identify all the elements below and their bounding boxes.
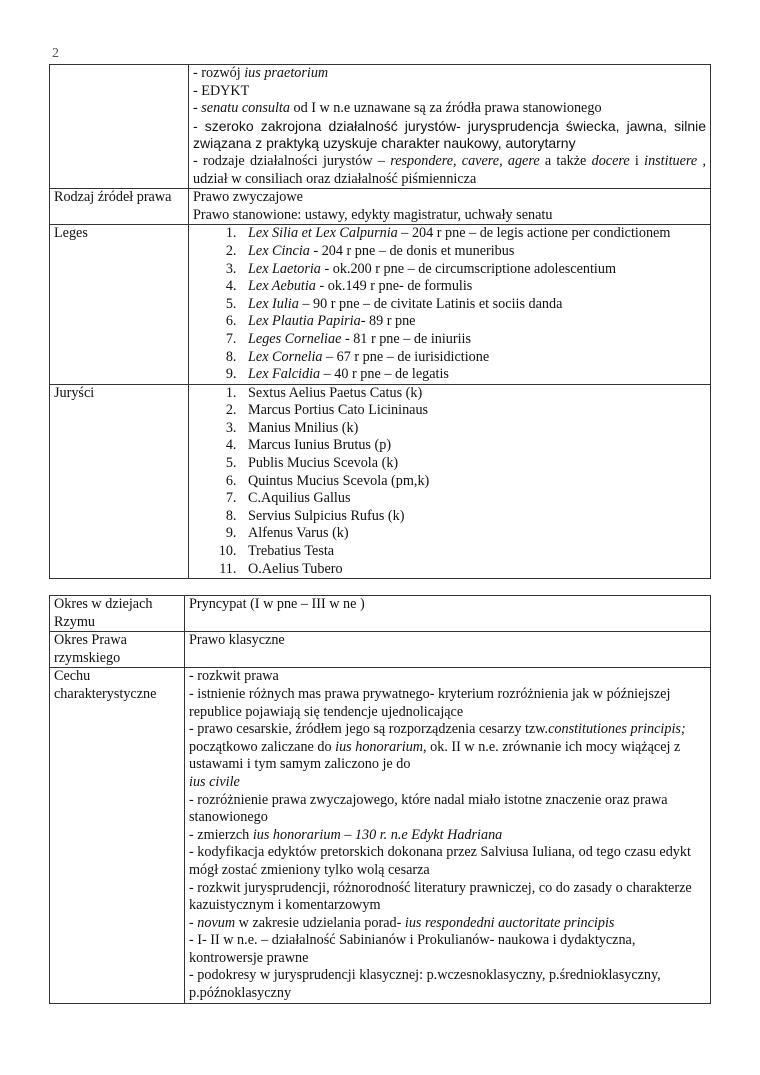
list-item: 4. Lex Aebutia - ok.149 r pne- de formulis — [240, 278, 706, 296]
table-row — [50, 632, 711, 668]
list-item: 9. Lex Falcidia – 40 r pne – de legatis — [240, 366, 706, 384]
principate-table — [49, 595, 711, 1004]
list-item: 7. C.Aquilius Gallus — [240, 490, 706, 508]
law-period-value: Prawo klasyczne — [185, 632, 711, 668]
leges-label: Leges — [50, 225, 189, 384]
list-item: 5. Lex Iulia – 90 r pne – de civitate Latinis et sociis danda — [240, 296, 706, 314]
features-cell: - rozkwit prawa - istnienie różnych mas prawa prywatnego- kryterium rozróżnienia jak w późniejszej republice pojawiają się tendencje ujednolicające - prawo cesarskie, źródłem jego są rozporządzenia cesarzy tzw.constitutiones principis; początkowo zaliczane do ius honorarium, ok. II w n.e. zrównanie ich mocy wiążącej z ustawami i tym samym zaliczono je do ius civile - rozróżnienie prawa zwyczajowego, które nadal miało istotne znaczenie oraz prawa stanowionego - zmierzch ius honorarium – 130 r. n.e Edykt Hadriana - kodyfikacja edyktów pretorskich dokonana przez Salviusa Iuliana, od tego czasu edykt mógł zostać zmieniony tylko wolą cesarza - rozkwit jurysprudencji, różnorodność literatury prawniczej, co do zasady o charakterze kazuistycznym i komentarzowym - novum w zakresie udzielania porad- ius respondedni auctoritate principis - I- II w n.e. – działalność Sabinianów i Prokulianów- naukowa i dydaktyczna, kontrowersje prawne - podokresy w jurysprudencji klasycznej: p.wczesnoklasyczny, p.średnioklasyczny, p.późnoklasyczny — [185, 668, 711, 1003]
table-row — [50, 65, 711, 189]
list-item: 8. Servius Sulpicius Rufus (k) — [240, 508, 706, 526]
jurists-list — [193, 385, 706, 579]
table-row — [50, 384, 711, 579]
list-item: 3. Lex Laetoria - ok.200 r pne – de circumscriptione adolescentium — [240, 261, 706, 279]
empty-label-cell — [50, 65, 189, 189]
leges-cell — [189, 225, 711, 384]
list-item: 11. O.Aelius Tubero — [240, 561, 706, 579]
sources-cell: Prawo zwyczajowe Prawo stanowione: ustawy, edykty magistratur, uchwały senatu — [189, 189, 711, 225]
law-period-label: Okres Prawa rzymskiego — [50, 632, 185, 668]
period-value: Pryncypat (I w pne – III w ne ) — [185, 596, 711, 632]
table-row — [50, 596, 711, 632]
list-item: 1. Lex Silia et Lex Calpurnia – 204 r pne – de legis actione per condictionem — [240, 225, 706, 243]
features-label: Cechu charakterystyczne — [50, 668, 185, 1003]
jurists-cell — [189, 384, 711, 579]
list-item: 1. Sextus Aelius Paetus Catus (k) — [240, 385, 706, 403]
table-row — [50, 225, 711, 384]
list-item: 6. Quintus Mucius Scevola (pm,k) — [240, 473, 706, 491]
list-item: 2. Lex Cincia - 204 r pne – de donis et muneribus — [240, 243, 706, 261]
list-item: 8. Lex Cornelia – 67 r pne – de iurisidictione — [240, 349, 706, 367]
table-row — [50, 668, 711, 1003]
list-item: 9. Alfenus Varus (k) — [240, 525, 706, 543]
law-sources-table — [49, 64, 711, 579]
continuation-cell: - rozwój ius praetorium - EDYKT - senatu consulta od I w n.e uznawane są za źródła prawa stanowionego - szeroko zakrojona działalność jurystów- jurysprudencja świecka, jawna, silnie związana z praktyką uzyskuje charakter naukowy, autorytarny - rodzaje działalności jurystów – respondere, cavere, agere a także docere i instituere , udział w consiliach oraz działalność piśmiennicza — [189, 65, 711, 189]
list-item: 6. Lex Plautia Papiria- 89 r pne — [240, 313, 706, 331]
jurists-label: Juryści — [50, 384, 189, 579]
list-item: 3. Manius Mnilius (k) — [240, 420, 706, 438]
list-item: 5. Publis Mucius Scevola (k) — [240, 455, 706, 473]
table-row — [50, 189, 711, 225]
list-item: 10. Trebatius Testa — [240, 543, 706, 561]
list-item: 4. Marcus Iunius Brutus (p) — [240, 437, 706, 455]
period-label: Okres w dziejach Rzymu — [50, 596, 185, 632]
leges-list — [193, 225, 706, 383]
list-item: 7. Leges Corneliae - 81 r pne – de iniuriis — [240, 331, 706, 349]
list-item: 2. Marcus Portius Cato Licininaus — [240, 402, 706, 420]
sources-label: Rodzaj źródeł prawa — [50, 189, 189, 225]
page-number: 2 — [52, 46, 59, 61]
